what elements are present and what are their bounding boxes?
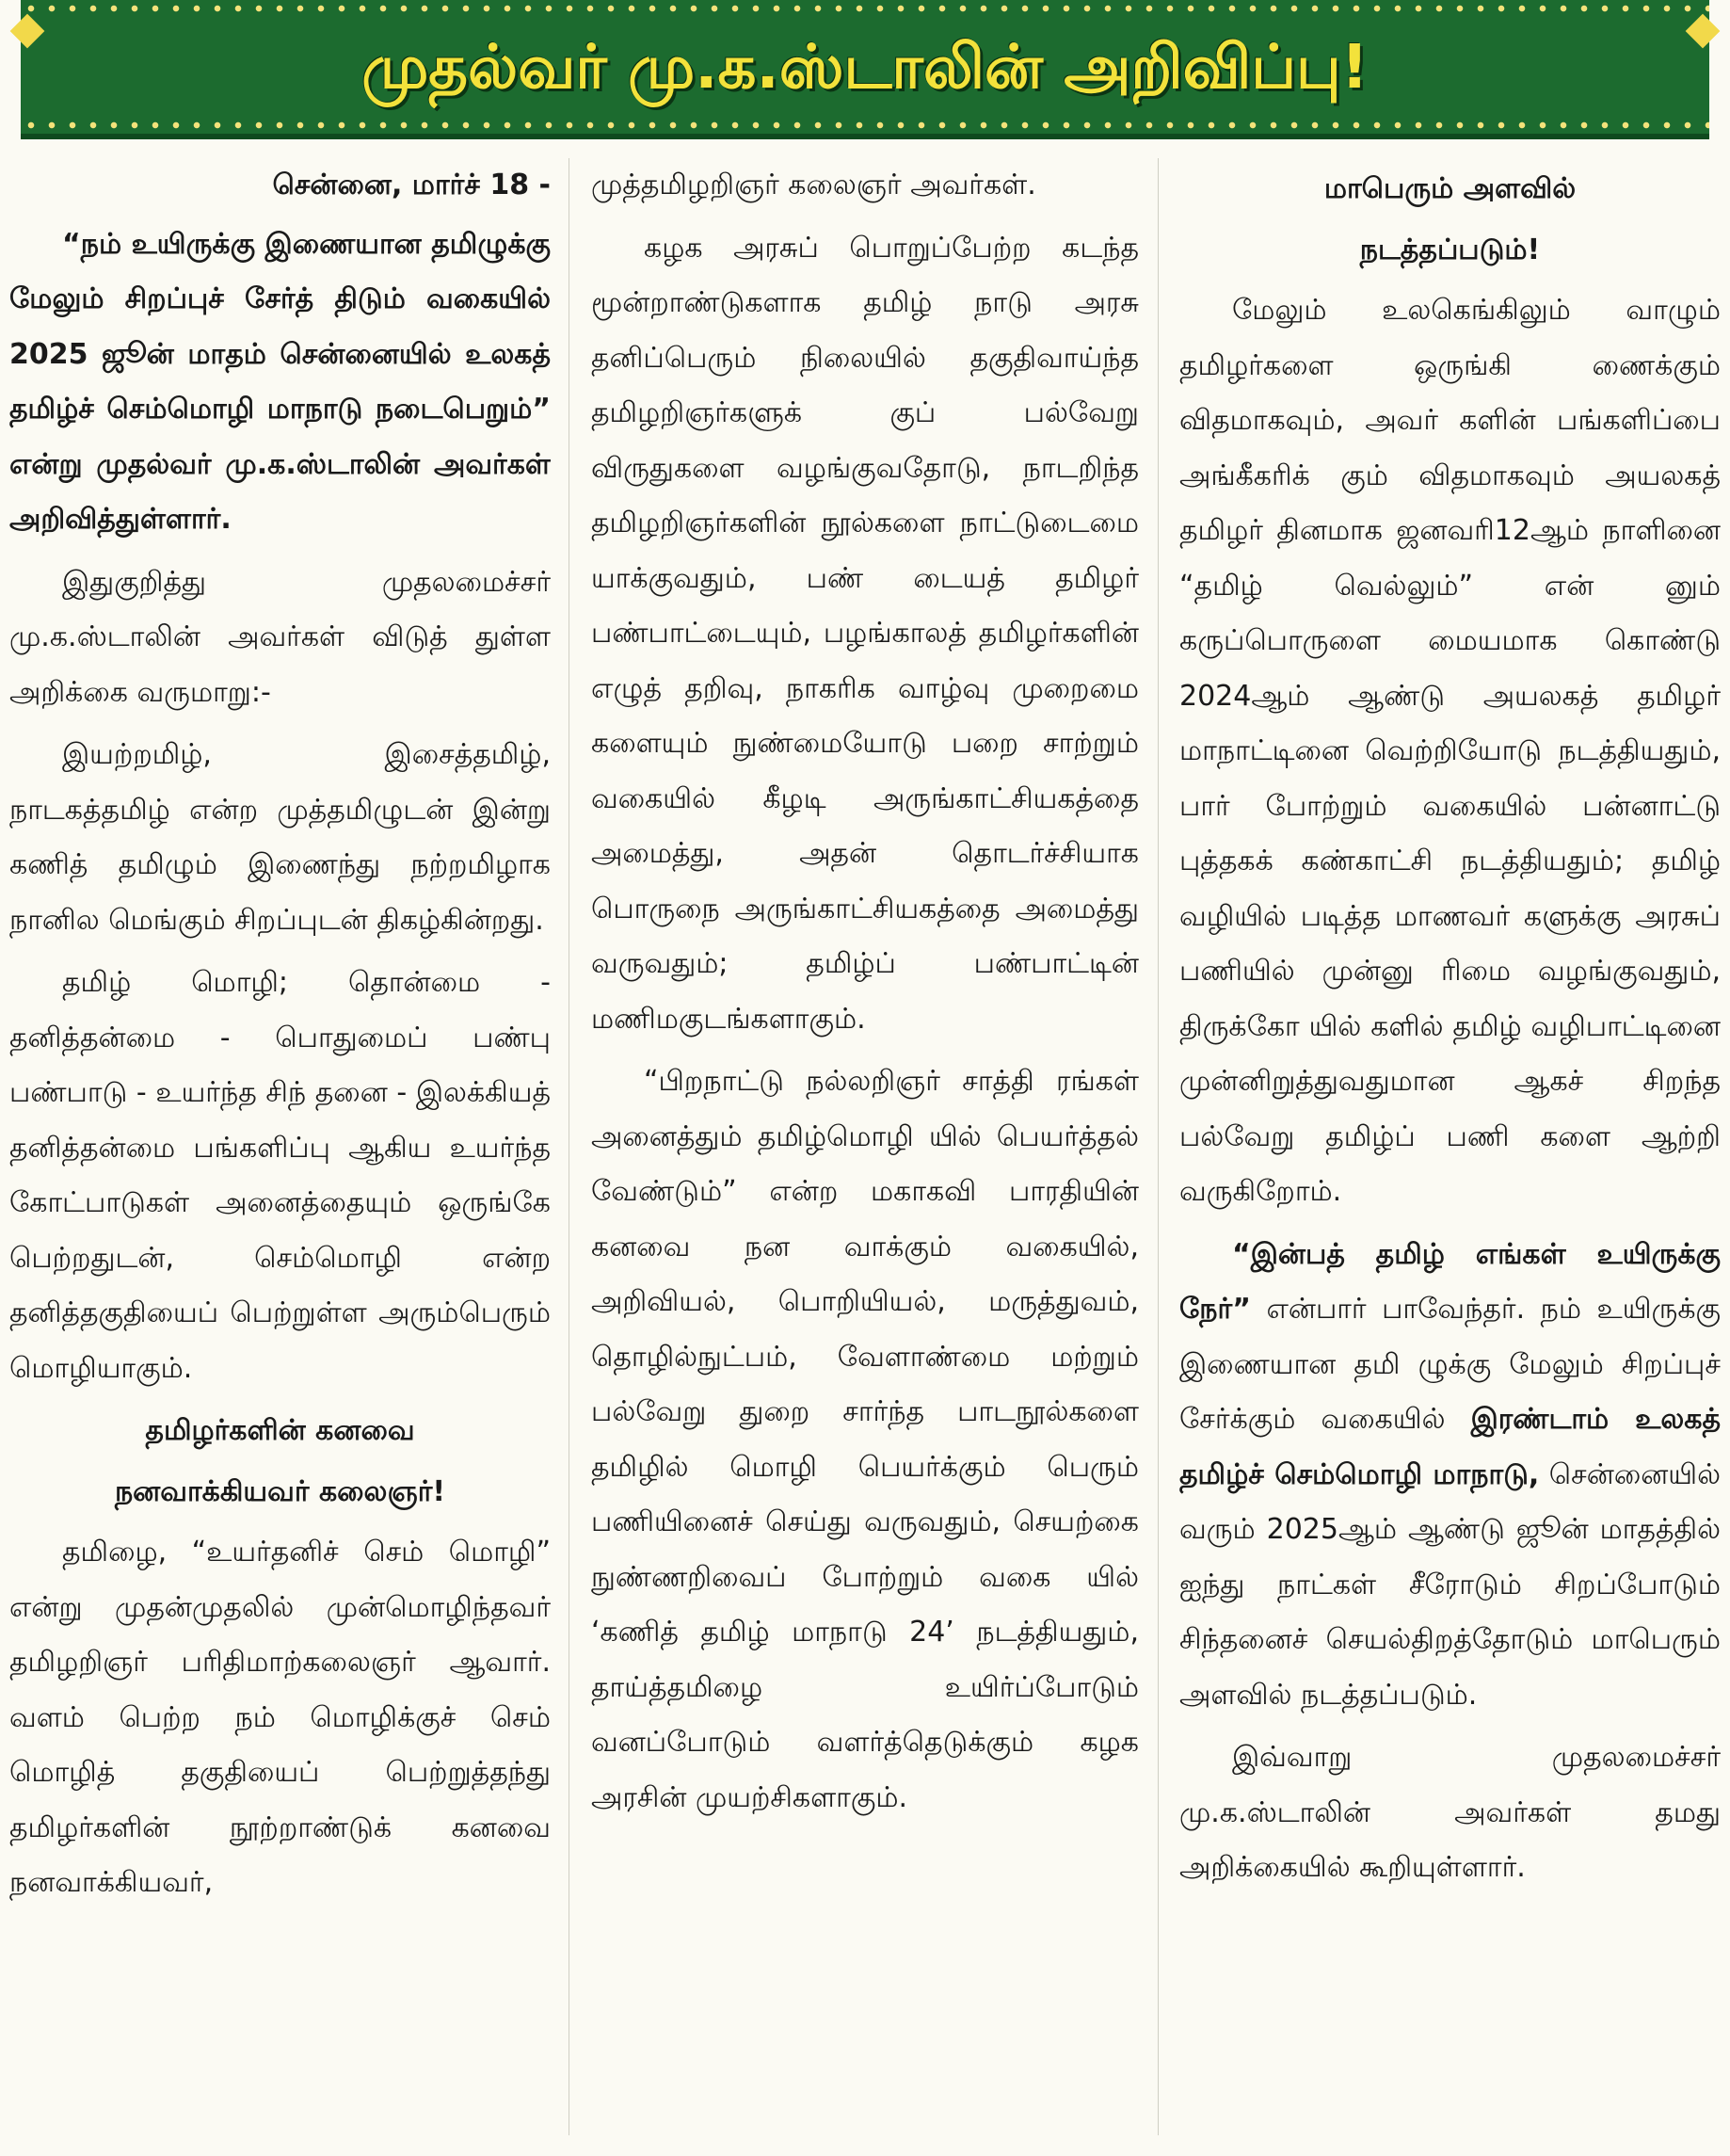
headline: முதல்வர் மு.க.ஸ்டாலின் அறிவிப்பு!	[361, 33, 1369, 103]
column-1	[9, 158, 551, 2145]
dateline: சென்னை, மார்ச் 18 -	[272, 169, 551, 201]
paragraph: கழக அரசுப் பொறுப்பேற்ற கடந்த மூன்றாண்டுகளாக தமிழ் நாடு அரசு தனிப்பெரும் நிலையில் தகுதிவாய்ந்த தமிழறிஞர்களுக் குப் பல்வேறு விருதுகளை வழங்குவதோடு, நாடறிந்த தமிழறிஞர்களின் நூல்களை நாட்டுடைமை யாக்குவதும், பண் டையத் தமிழர் பண்பாட்டையும், பழங்காலத் தமிழர்களின் எழுத் தறிவு, நாகரிக வாழ்வு முறைமை களையும் நுண்மையோடு பறை சாற்றும் வகையில் கீழடி அருங்காட்சியகத்தை அமைத்து, அதன் தொடர்ச்சியாக பொருநை அருங்காட்சியகத்தை அமைத்து வருவதும்; தமிழ்ப் பண்பாட்டின் மணிமகுடங்களாகும்.	[591, 231, 1139, 1036]
banner-dot-border-bottom	[21, 121, 1709, 130]
paragraph: இயற்றமிழ், இசைத்தமிழ், நாடகத்தமிழ் என்ற முத்தமிழுடன் இன்று கணித் தமிழும் இணைந்து நற்றமிழாக நானில மெங்கும் சிறப்புடன் திகழ்கின்றது.	[9, 738, 551, 937]
paragraph: இவ்வாறு முதலமைச்சர் மு.க.ஸ்டாலின் அவர்கள் தமது அறிக்கையில் கூறியுள்ளார்.	[1179, 1741, 1721, 1884]
headline-banner	[21, 0, 1709, 139]
paragraph	[1179, 1228, 1721, 1724]
subheading: நனவாக்கியவர் கலைஞர்!	[114, 1474, 446, 1508]
subheading: நடத்தப்படும்!	[1359, 233, 1541, 266]
paragraph: இதுகுறித்து முதலமைச்சர் மு.க.ஸ்டாலின் அவர்கள் விடுத் துள்ள அறிக்கை வருமாறு:-	[9, 565, 551, 709]
column-3	[1179, 158, 1721, 2145]
banner-corner-ornament-left	[10, 14, 45, 49]
banner-dot-border-top	[21, 4, 1709, 13]
conference-name-bold: இரண்டாம் உலகத் தமிழ்ச் செம்மொழி மாநாடு,	[1179, 1403, 1721, 1491]
paragraph-text: சென்னையில் வரும் 2025ஆம் ஆண்டு ஜூன் மாதத்தில் ஐந்து நாட்கள் சீரோடும் சிறப்போடும் சிந்தனைச் செயல்திறத்தோடும் மாபெரும் அளவில் நடத்தப்படும்.	[1179, 1457, 1721, 1712]
subheading: மாபெரும் அளவில்	[1323, 172, 1577, 205]
banner-corner-ornament-right	[1686, 14, 1721, 49]
paragraph-text: என்பார் பாவேந்தர். நம் உயிருக்கு இணையான தமி ழுக்கு மேலும் சிறப்புச் சேர்க்கும் வகையில்	[1179, 1293, 1721, 1436]
paragraph: மேலும் உலகெங்கிலும் வாழும் தமிழர்களை ஒருங்கி ணைக்கும் விதமாகவும், அவர் களின் பங்களிப்பை அங்கீகரிக் கும் விதமாகவும் அயலகத் தமிழர் தினமாக ஜனவரி12ஆம் நாளினை “தமிழ் வெல்லும்” என் னும் கருப்பொருளை மையமாக கொண்டு 2024ஆம் ஆண்டு அயலகத் தமிழர் மாநாட்டினை வெற்றியோடு நடத்தியதும், பார் போற்றும் வகையில் பன்னாட்டு புத்தகக் கண்காட்சி நடத்தியதும்; தமிழ் வழியில் படித்த மாணவர் களுக்கு அரசுப் பணியில் முன்னு ரிமை வழங்குவதும், திருக்கோ யில் களில் தமிழ் வழிபாட்டினை முன்னிறுத்துவதுமான ஆகச் சிறந்த பல்வேறு தமிழ்ப் பணி களை ஆற்றி வருகிறோம்.	[1179, 294, 1721, 1208]
paragraph: முத்தமிழறிஞர் கலைஞர் அவர்கள்.	[591, 169, 1036, 201]
paragraph: தமிழ் மொழி; தொன்மை - தனித்தன்மை - பொதுமைப் பண்பு பண்பாடு - உயர்ந்த சிந் தனை - இலக்கியத் தனித்தன்மை பங்களிப்பு ஆகிய உயர்ந்த கோட்பாடுகள் அனைத்தையும் ஒருங்கே பெற்றதுடன், செம்மொழி என்ற தனித்தகுதியைப் பெற்றுள்ள அரும்பெரும் மொழியாகும்.	[9, 966, 551, 1385]
quote-bold: “இன்பத் தமிழ் எங்கள் உயிருக்கு நேர்”	[1179, 1237, 1721, 1326]
lead-paragraph: “நம் உயிருக்கு இணையான தமிழுக்கு மேலும் சிறப்புச் சேர்த் திடும் வகையில் 2025 ஜூன் மாதம் சென்னையில் உலகத் தமிழ்ச் செம்மொழி மாநாடு நடைபெறும்” என்று முதல்வர் மு.க.ஸ்டாலின் அவர்கள் அறிவித்துள்ளார்.	[9, 227, 551, 536]
paragraph: “பிறநாட்டு நல்லறிஞர் சாத்தி ரங்கள் அனைத்தும் தமிழ்மொழி யில் பெயர்த்தல் வேண்டும்” என்ற மகாகவி பாரதியின் கனவை நன வாக்கும் வகையில், அறிவியல், பொறியியல், மருத்துவம், தொழில்நுட்பம், வேளாண்மை மற்றும் பல்வேறு துறை சார்ந்த பாடநூல்களை தமிழில் மொழி பெயர்க்கும் பெரும் பணியினைச் செய்து வருவதும், செயற்கை நுண்ணறிவைப் போற்றும் வகை யில் ‘கணித் தமிழ் மாநாடு 24’ நடத்தியதும், தாய்த்தமிழை உயிர்ப்போடும் வனப்போடும் வளர்த்தெடுக்கும் கழக அரசின் முயற்சிகளாகும்.	[591, 1065, 1139, 1814]
column-2	[591, 158, 1139, 2145]
subheading: தமிழர்களின் கனவை	[145, 1414, 415, 1447]
article-body	[0, 158, 1730, 2145]
paragraph: தமிழை, “உயர்தனிச் செம் மொழி” என்று முதன்முதலில் முன்மொழிந்தவர் தமிழறிஞர் பரிதிமாற்கலைஞர் ஆவார். வளம் பெற்ற நம் மொழிக்குச் செம் மொழித் தகுதியைப் பெற்றுத்தந்து தமிழர்களின் நூற்றாண்டுக் கனவை நனவாக்கியவர்,	[9, 1536, 551, 1899]
